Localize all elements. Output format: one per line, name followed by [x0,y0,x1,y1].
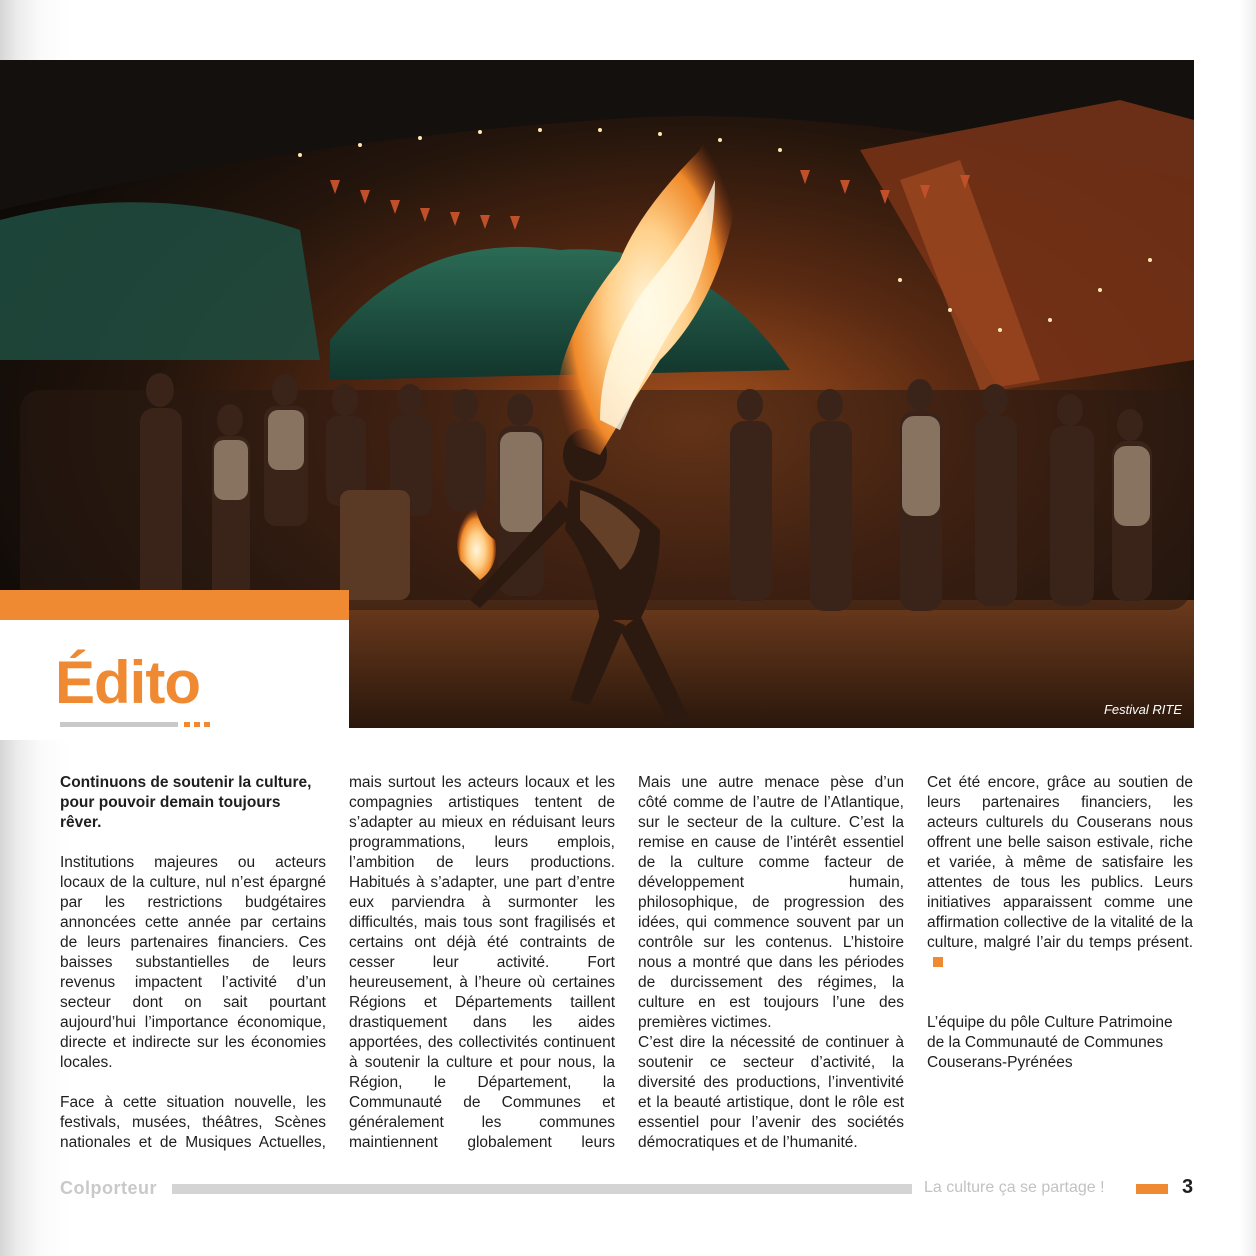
page-title: Édito [55,649,200,716]
footer-tagline: La culture ça se partage ! [924,1179,1105,1196]
title-underline [60,722,178,727]
paragraph-4: C’est dire la nécessité de continuer à soutenir ce secteur d’activité, la diversité des productions, l’inventivité et la beauté artistique, dont le rôle est essentiel pour l’avenir des sociétés démocratiques et de l’humanité. [638,1034,904,1151]
footer-bar [172,1184,912,1194]
lead-text: Continuons de soutenir la culture, pour pouvoir demain toujours rêver. [60,774,312,831]
text-column-1 [60,773,326,1153]
paragraph-2-start: Face à cette situation nouvelle, les festivals, musées, théâtres, Scènes nationales et de Musiques Actuelles, [60,1094,326,1151]
accent-band [0,590,349,620]
paragraph-2: mais surtout les acteurs locaux et les compagnies artistiques tentent de s’adapter au mieux en réduisant leurs programmations, leurs emplois, l’ambition de leurs productions. Habitués à s’adapter, une part d’entre eux parviendra à surmonter les difficultés, mais tous sont fragilisés et certains ont déjà été contraints de cesser leur activité. Fort heureusement, à l’heure où certaines Régions et Départements taillent drastiquement dans les aides apportées, des collectivités continuent à soutenir la culture et pour nous, la Région, le Département, la Communauté de Communes et généralement les communes maintiennent globalement leurs [349,774,615,1151]
paragraph-2-continued [349,773,615,1153]
magazine-brand: Colporteur [60,1178,157,1198]
paragraph-3: Mais une autre menace pèse d’un côté comme de l’autre de l’Atlantique, sur le secteur de la culture. C’est la remise en cause de l’intérêt essentiel de la culture comme facteur de développement humain, philosophique, de progression des idées, qui commence souvent par un contrôle sur les contenus. L’histoire nous a montré que dans les périodes de durcissement des régimes, la culture en est toujours l’une des premières victimes. [638,774,904,1031]
text-column-3 [638,773,904,1153]
title-dots [184,722,210,727]
end-mark-icon [933,957,943,967]
signature: L’équipe du pôle Culture Patrimoine de la Communauté de Communes Couserans-Pyrénées [927,1014,1173,1071]
page-number: 3 [1182,1176,1194,1198]
paragraph-5: Cet été encore, grâce au soutien de leurs partenaires financiers, les acteurs culturels du Couserans nous offrent une belle saison estivale, riche et variée, à même de satisfaire les attentes de tous les publics. Leurs initiatives apparaissent comme une affirmation collective de la vitalité de la culture, malgré l’air du temps présent. [927,774,1193,951]
photo-caption: Festival RITE [1103,702,1182,717]
paragraph-1: Institutions majeures ou acteurs locaux de la culture, nul n’est épargné par les restrictions budgétaires annoncées cette année par certains de leurs partenaires financiers. Ces baisses substantielles de leurs revenus impactent l’activité d’un secteur dont on sait pourtant aujourd’hui l’importance économique, directe et indirecte sur les économies locales. [60,854,326,1071]
text-column-2 [349,773,615,1153]
footer-accent [1136,1184,1168,1194]
text-column-4 [927,773,1193,1073]
